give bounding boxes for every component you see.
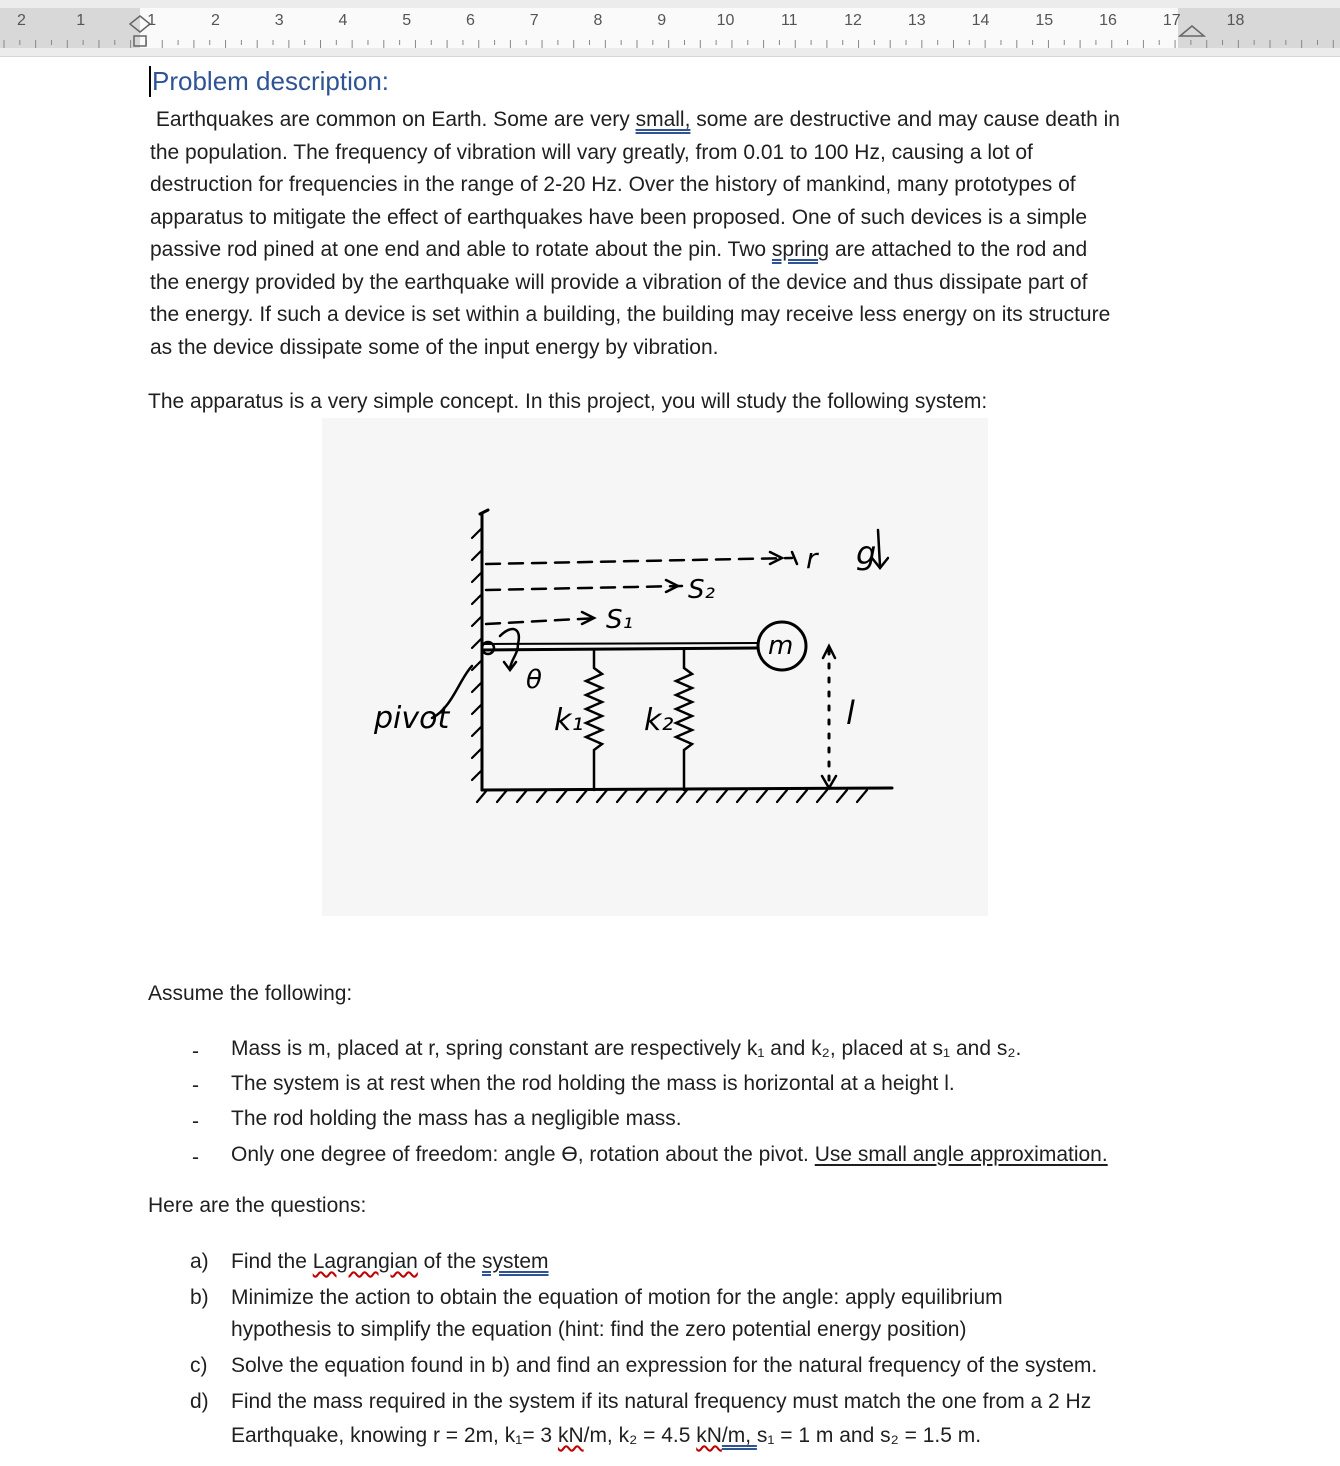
intro-line: destruction for frequencies in the range of 2-20 Hz. Over the history of mankind, many prototypes of xyxy=(150,173,1076,196)
assumption-item: Mass is m, placed at r, spring constant are respectively k₁ and k₂, placed at s₁ and s₂. xyxy=(231,1037,1022,1060)
spelling-flagged-word: kN xyxy=(696,1424,722,1447)
label-k1: k₁ xyxy=(554,703,584,738)
ruler-number: 16 xyxy=(1099,12,1117,29)
ruler-number: 7 xyxy=(529,12,539,29)
ruler-ticks xyxy=(0,0,1340,56)
ruler-number: 12 xyxy=(844,12,862,29)
ruler-number: 8 xyxy=(593,12,603,29)
label-s2: S₂ xyxy=(688,575,715,605)
label-s1: S₁ xyxy=(606,605,633,635)
ruler-number: 10 xyxy=(716,12,735,29)
dimension-r xyxy=(486,558,792,564)
question-c: Solve the equation found in b) and find an expression for the natural frequency of the system. xyxy=(231,1354,1098,1377)
ruler-number: 1 xyxy=(76,12,86,29)
grammar-underlined-word: system xyxy=(482,1250,549,1273)
spelling-flagged-word: kN xyxy=(557,1424,584,1447)
question-d-line: Find the mass required in the system if its natural frequency must match the one from a 2 Hz xyxy=(231,1390,1092,1413)
system-diagram-drawing xyxy=(322,418,988,916)
floor-hatching xyxy=(477,790,867,802)
question-d-line: Earthquake, knowing r = 2m, k₁= 3 kN/m, k₂ = 4.5 kN/m, s₁ = 1 m and s₂ = 1.5 m. xyxy=(231,1424,982,1447)
questions-heading: Here are the questions: xyxy=(148,1194,367,1217)
question-marker: c) xyxy=(190,1354,208,1377)
spring-k1 xyxy=(586,650,602,790)
intro-paragraph xyxy=(150,104,1120,364)
intro-line: as the device dissipate some of the input energy by vibration. xyxy=(150,335,719,359)
grammar-underlined-word: /m, xyxy=(721,1424,757,1447)
assumption-item: The system is at rest when the rod holding the mass is horizontal at a height l. xyxy=(231,1072,955,1095)
label-mass: m xyxy=(768,631,794,661)
intro-line: the energy. If such a device is set within a building, the building may receive less energy on its structure xyxy=(150,303,1111,326)
ruler-number: 1 xyxy=(147,12,157,29)
ruler-number: 6 xyxy=(466,12,475,29)
intro-line: the energy provided by the earthquake will provide a vibration of the device and thus dissipate part of xyxy=(150,270,1088,294)
ruler-number: 5 xyxy=(402,12,412,29)
horizontal-ruler[interactable] xyxy=(0,0,1340,57)
ruler-number: 4 xyxy=(338,12,348,29)
apparatus-sentence: The apparatus is a very simple concept. In this project, you will study the following system: xyxy=(148,390,988,413)
system-diagram xyxy=(322,418,988,916)
grammar-underlined-word: spring xyxy=(771,238,830,261)
ruler-number: 2 xyxy=(211,12,220,29)
label-k2: k₂ xyxy=(644,703,674,738)
question-b-line: Minimize the action to obtain the equation of motion for the angle: apply equilibrium xyxy=(231,1286,1003,1309)
list-bullet: - xyxy=(192,1040,199,1063)
assumption-item: Only one degree of freedom: angle ϴ, rotation about the pivot. Use small angle approximation. xyxy=(231,1143,1108,1166)
ruler-number: 9 xyxy=(657,12,667,29)
spring-k2 xyxy=(676,650,692,790)
label-theta: θ xyxy=(526,665,542,695)
ruler-number: 2 xyxy=(16,12,26,29)
ruler-number: 11 xyxy=(780,12,798,29)
question-b-line: hypothesis to simplify the equation (hint: find the zero potential energy position) xyxy=(231,1318,967,1341)
underlined-instruction: Use small angle approximation. xyxy=(814,1143,1108,1166)
question-marker: d) xyxy=(190,1390,209,1413)
label-r: r xyxy=(806,542,818,575)
intro-line: the population. The frequency of vibration will vary greatly, from 0.01 to 100 Hz, causing a lot of xyxy=(150,140,1033,164)
wall-top-tick xyxy=(480,510,488,514)
spelling-flagged-word: Lagrangian xyxy=(312,1250,418,1273)
dimension-s2 xyxy=(486,586,682,590)
intro-line: apparatus to mitigate the effect of earthquakes have been proposed. One of such devices is a simple xyxy=(150,205,1088,229)
question-marker: a) xyxy=(190,1250,209,1273)
assumption-item: The rod holding the mass has a negligible mass. xyxy=(231,1107,682,1130)
list-bullet: - xyxy=(192,1110,199,1133)
ruler-number: 15 xyxy=(1035,12,1054,29)
ruler-number: 17 xyxy=(1162,12,1181,29)
label-g: g xyxy=(856,534,877,572)
ruler-number: 3 xyxy=(274,12,284,29)
list-bullet: - xyxy=(192,1146,199,1169)
ruler-number: 13 xyxy=(907,12,926,29)
intro-line: Earthquakes are common on Earth. Some are very small, some are destructive and may cause death in xyxy=(155,108,1120,131)
rod xyxy=(482,648,757,650)
assume-heading: Assume the following: xyxy=(148,982,353,1005)
ruler-number: 18 xyxy=(1226,12,1245,29)
intro-line: passive rod pined at one end and able to rotate about the pin. Two spring are attached to the rod and xyxy=(150,238,1088,261)
question-a: Find the Lagrangian of the system xyxy=(231,1250,549,1273)
ruler-number: 14 xyxy=(971,12,990,29)
label-pivot: pivot xyxy=(374,701,450,736)
gravity-arrow xyxy=(878,530,880,566)
grammar-underlined-word: small, xyxy=(635,108,691,131)
question-marker: b) xyxy=(190,1286,209,1309)
list-bullet: - xyxy=(192,1074,199,1097)
page-title: Problem description: xyxy=(149,66,389,97)
label-l: l xyxy=(846,694,855,732)
